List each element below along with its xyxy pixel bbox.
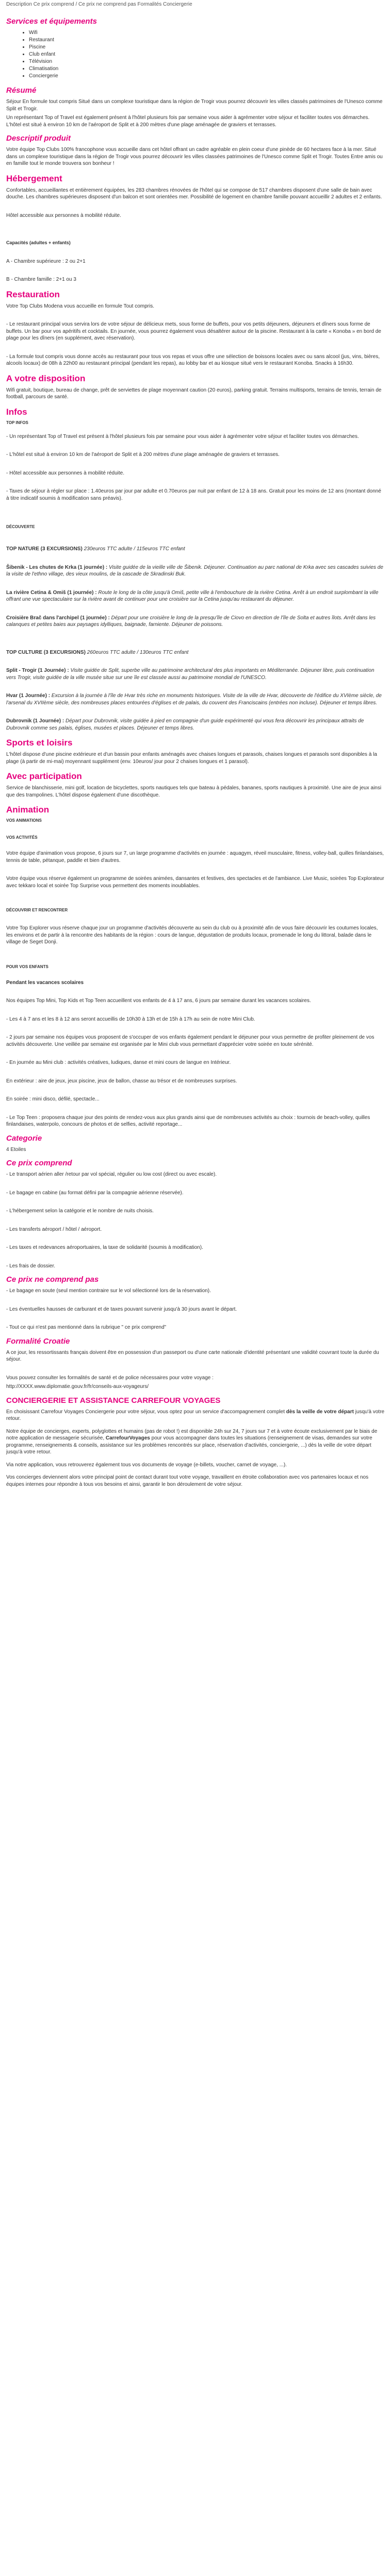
- excursion-title: Croisière Brač dans l'archipel (1 journée) :: [6, 615, 110, 621]
- exclus-item: - Le bagage en soute (seul mention contraire sur le vol sélectionné lors de la réservation).: [6, 1288, 211, 1294]
- kids-text: - Les 4 à 7 ans et les 8 à 12 ans seront accueillis de 10h30 à 13h et de 15h à 17h au sein de notre Mini Club.: [6, 1016, 255, 1022]
- conciergerie-text-c: pour vous accompagner dans toutes les situations (renseignement de visas, demandes sur votre programme, renseignements & conseils, assistance sur les problèmes rencontrés sur place, réservation d'activités, conciergerie, ...) dès la veille de votre départ jusqu'à votre retour.: [6, 1435, 372, 1455]
- participation-title: Avec participation: [6, 771, 82, 781]
- infos-text: - Taxes de séjour à régler sur place : 1.40euros par jour par adulte et 0.70euros par nuit par enfant de 12 à 18 ans. Gratuit pour les moins de 12 ans (montant donné à titre indicatif soumis à modification sans préavis).: [6, 488, 381, 501]
- nature-head: TOP NATURE (3 EXCURSIONS): [6, 546, 83, 552]
- conciergerie-text-c: jusqu'à votre retour.: [6, 1409, 385, 1421]
- service-item: • Club enfant: [29, 51, 385, 58]
- infos-text: - Hôtel accessible aux personnes à mobilité réduite.: [6, 470, 125, 476]
- animation-title: Animation: [6, 805, 50, 815]
- hebergement-text: Hôtel accessible aux personnes à mobilité réduite.: [6, 212, 121, 218]
- excursion-item: [6, 589, 385, 603]
- conciergerie-text: [6, 1428, 385, 1456]
- hebergement-title: Hébergement: [6, 173, 62, 183]
- animation-text: Votre équipe d'animation vous propose, 6 jours sur 7, un large programme d'activités en journée : aquagym, réveil musculaire, fitness, volley-ball, quilles finlandaises, tennis de table, pétanque, paddle et bien d'autres.: [6, 851, 384, 863]
- inclus-title: Ce prix comprend: [6, 1159, 72, 1167]
- capacity-item: B - Chambre famille : 2+1 ou 3: [6, 277, 76, 282]
- discover-meet-label: DÉCOUVRIR ET RENCONTRER: [6, 908, 68, 912]
- excursion-item: [6, 564, 385, 578]
- service-item: • Climatisation: [29, 65, 385, 73]
- service-item: • Conciergerie: [29, 73, 385, 80]
- culture-heading: [6, 649, 385, 656]
- infos-label: TOP INFOS: [6, 420, 28, 425]
- excursion-item: [6, 615, 385, 629]
- conciergerie-text-a: En choisissant Carrefour Voyages Conciergerie pour votre séjour, vous optez pour un service d'accompagnement complet: [6, 1409, 286, 1415]
- inclus-item: - Les taxes et redevances aéroportuaires, la taxe de solidarité (soumis à modification).: [6, 1245, 203, 1250]
- nature-heading: [6, 546, 385, 553]
- kids-label: POUR VOS ENFANTS: [6, 964, 48, 969]
- animation-text: Votre équipe vous réserve également un programme de soirées animées, dansantes et festives, des spectacles et de l'ambiance. Live Music, soirées Top Explorateur avec tekkaro local et soirée Top Surprise vous permettent des moments inoubliables.: [6, 876, 384, 889]
- service-item: • Piscine: [29, 44, 385, 51]
- resume-text: Séjour En formule tout compris Situé dans un complexe touristique dans la région de Trogir vous pourrez découvrir les villes classés patrimoines de l'Unesco comme Split et Trogir.: [6, 99, 383, 112]
- service-item: • Restaurant: [29, 37, 385, 44]
- kids-text: - En journée au Mini club : activités créatives, ludiques, danse et mini cours de langue en Intérieur.: [6, 1060, 231, 1065]
- activities-label: VOS ACTIVITÉS: [6, 835, 38, 840]
- conciergerie-text: [6, 1409, 385, 1422]
- excursion-title: Šibenik - Les chutes de Krka (1 journée) :: [6, 564, 108, 570]
- participation-text: Service de blanchisserie, mini golf, location de bicyclettes, sports nautiques tels que bateau à pédales, bananes, sports nautiques à proximité. Une aire de jeux ainsi que des trampolines. L'hôtel dispose également d'une discothèque.: [6, 785, 382, 798]
- infos-title: Infos: [6, 406, 27, 417]
- services-list: [6, 29, 385, 80]
- breadcrumb: Description Ce prix comprend / Ce prix ne comprend pas Formalités Conciergerie: [6, 2, 192, 7]
- restauration-text: Votre Top Clubs Modena vous accueille en formule Tout compris.: [6, 303, 155, 309]
- exclus-item: - Tout ce qui n'est pas mentionné dans la rubrique " ce prix comprend": [6, 1325, 167, 1330]
- excursion-text: Visite guidée de Split, superbe ville au patrimoine architectural des plus importants en Méditerranée. Déjeuner libre, puis continuation vers Trogir, visite guidée de la ville musée situe sur une île est classée aussi au patrimoine mondial de l'UNESCO.: [6, 668, 374, 681]
- infos-text: - Un représentant Top of Travel est présent à l'hôtel plusieurs fois par semaine pour vous aider à agrémenter votre séjour et faciliter toutes vos démarches.: [6, 433, 359, 439]
- discover-label: DÉCOUVERTE: [6, 524, 35, 529]
- kids-text: Nos équipes Top Mini, Top Kids et Top Teen accueillent vos enfants de 4 à 17 ans, 6 jours par semaine durant les vacances scolaires.: [6, 998, 311, 1004]
- formalites-text: Vous pouvez consulter les formalités de santé et de police nécessaires pour votre voyage :: [6, 1375, 214, 1381]
- culture-price: 260euros TTC adulte / 130euros TTC enfant: [85, 649, 189, 655]
- inclus-item: - L'hébergement selon la catégorie et le nombre de nuits choisis.: [6, 1208, 154, 1214]
- categorie-title: Categorie: [6, 1133, 42, 1143]
- kids-subtitle: Pendant les vacances scolaires: [6, 979, 84, 986]
- formalites-link[interactable]: http://XXXX.www.diplomatie.gouv.fr/fr/conseils-aux-voyageurs/: [6, 1384, 149, 1389]
- excursion-title: Hvar (1 Journée) :: [6, 693, 51, 699]
- excursion-text: Visite guidée de la vieille ville de Šibenik. Déjeuner. Continuation au parc national de Krka avec ses cascades suivies de la visite de l'ethno village, des vieux moulins, de la cascade de Skradinski Buk.: [6, 564, 383, 577]
- kids-text: En extérieur : aire de jeux, jeux piscine, jeux de ballon, chasse au trésor et de nombreuses surprises.: [6, 1078, 237, 1084]
- conciergerie-text-a: Notre équipe de concierges, experts, polyglottes et humains (pas de robot !) est disponible 24h sur 24, 7 jours sur 7 et à votre écoute exclusivement par le biais de notre application de messagerie sécurisée,: [6, 1428, 378, 1441]
- conciergerie-brand: CarrefourVoyages: [105, 1435, 150, 1441]
- descriptif-title: Descriptif produit: [6, 134, 71, 143]
- excursion-item: [6, 718, 385, 732]
- service-item: • Wifi: [29, 29, 385, 37]
- sports-title: Sports et loisirs: [6, 738, 73, 748]
- resume-title: Résumé: [6, 86, 37, 95]
- excursion-title: Dubrovnik (1 Journée) :: [6, 718, 64, 724]
- exclus-title: Ce prix ne comprend pas: [6, 1275, 99, 1284]
- excursion-text: Route le long de la côte jusqu'à Omiš, petite ville à l'embouchure de la rivière Cetina. Arrêt à un endroit surplombant la ville offrant une vue spectaculaire sur la rivière avant de continuer pour une croisière sur la Cetina jusqu'au restaurant du déjeuner.: [6, 589, 379, 602]
- categorie-value: 4 Etoiles: [6, 1146, 26, 1153]
- animation-label: VOS ANIMATIONS: [6, 818, 42, 823]
- conciergerie-text-b: dès la veille de votre départ: [286, 1409, 354, 1415]
- excursion-text: Départ pour Dubrovnik, visite guidée à pied en compagnie d'un guide expérimenté qui vous fera découvrir les principaux attraits de Dubrovnik comme ses palais, églises, musées et places. Déjeuner et temps libres.: [6, 718, 364, 731]
- inclus-item: - Le bagage en cabine (au format défini par la compagnie aérienne réservée).: [6, 1190, 184, 1196]
- excursion-text: Départ pour une croisière le long de la presqu'île de Ciovo en direction de l'île de Solta et autres îlots. Arrêt dans les calanques et petites baies aux paysages idylliques, baignade, farniente. Déjeuner de poissons.: [6, 615, 376, 628]
- excursion-title: Split - Trogir (1 Journée) :: [6, 668, 69, 673]
- excursion-item: [6, 692, 385, 706]
- descriptif-text: Votre équipe Top Clubs 100% francophone vous accueille dans cet hôtel offrant un cadre agréable en plein coeur d'une pinède de 60 hectares face à la mer. Situé dans un complexe touristique dans la région de Trogir vous pourrez découvrir les villes classées patrimoines de l'Unesco comme Split et Trogir. Toutes Entre amis ou en famille tout le monde trouvera son bonheur !: [6, 147, 383, 166]
- hebergement-text: Confortables, accueillantes et entièrement équipées, les 283 chambres rénovées de l'hôtel qui se compose de 517 chambres disposent d'une salle de bain avec douche. Les chambres supérieures disposent d'un balcon et sont orientées mer. Possibilité de logement en chambre famille pouvant accueillir 2 adultes et 2 enfants.: [6, 187, 382, 200]
- inclus-item: - Les transferts aéroport / hôtel / aéroport.: [6, 1226, 102, 1232]
- capacity-item: A - Chambre supérieure : 2 ou 2+1: [6, 258, 86, 264]
- inclus-item: - Les frais de dossier.: [6, 1263, 56, 1269]
- formalites-text: A ce jour, les ressortissants français doivent être en possession d'un passeport ou d'une carte nationale d'identité présentant une validité couvrant toute la durée du séjour.: [6, 1349, 379, 1362]
- excursion-item: [6, 667, 385, 681]
- disposition-title: A votre disposition: [6, 373, 86, 383]
- kids-text: - 2 jours par semaine nos équipes vous proposent de s'occuper de vos enfants également pendant le déjeuner pour vous permettre de profiter pleinement de vos activités découverte. Une veillée par semaine est organisée par le Mini club vous permettant d'apprécier votre soirée en toute sérénité.: [6, 1035, 374, 1047]
- culture-head: TOP CULTURE (3 EXCURSIONS): [6, 649, 86, 655]
- exclus-item: - Les éventuelles hausses de carburant et de taxes pouvant survenir jusqu'à 30 jours avant le départ.: [6, 1306, 237, 1312]
- restauration-text: - Le restaurant principal vous servira lors de votre séjour de délicieux mets, sous forme de buffets, pour vos petits déjeuners, déjeuners et dîners sous forme de buffets. Un bar pour vos apéritifs et cocktails. En journée, vous pourrez également vous désaltérer autour de la piscine. Restaurant à la carte « Konoba » en bord de plage pour les dîners (en supplément, avec réservation).: [6, 321, 381, 341]
- sports-text: L'hôtel dispose d'une piscine extérieure et d'un bassin pour enfants aménagés avec chaises longues et parasols, chaises longues et parasols sont disponibles à la plage (à partir de mi-mai) moyennant supplément (env. 10euros/ jour pour 2 chaises longues et 1 parasol).: [6, 752, 377, 765]
- services-title: Services et équipements: [6, 17, 97, 26]
- infos-text: - L'hôtel est situé à environ 10 km de l'aéroport de Split et à 200 mètres d'une plage aménagée de graviers et terrasses.: [6, 452, 280, 457]
- kids-text: - Le Top Teen : proposera chaque jour des points de rendez-vous aux plus grands ainsi que de nombreuses activités au choix : tournois de beach-volley, quilles finlandaises, waterpolo, concours de photos et de selfies, activité reportage...: [6, 1114, 370, 1127]
- inclus-item: - Le transport aérien aller /retour par vol spécial, régulier ou low cost (direct ou avec escale).: [6, 1172, 217, 1177]
- disposition-text: Wifi gratuit, boutique, bureau de change, prêt de serviettes de plage moyennant caution (20 euros), parking gratuit. Terrains multisports, terrains de tennis, terrain de football, parcours de santé.: [6, 387, 382, 400]
- conciergerie-title: CONCIERGERIE ET ASSISTANCE CARREFOUR VOYAGES: [6, 1396, 221, 1405]
- excursion-title: La rivière Cetina & Omiš (1 journée) :: [6, 589, 97, 596]
- nature-price: 230euros TTC adulte / 115euros TTC enfant: [82, 546, 185, 552]
- resume-text: Un représentant Top of Travel est également présent à l'hôtel plusieurs fois par semaine vous aider à agrémenter votre séjour et faciliter toutes vos démarches. L'hôtel est situé à environ 10 km de l'aéroport de Split et à 200 mètres d'une plage aménagée de graviers et terrasses.: [6, 115, 370, 128]
- formalites-title: Formalité Croatie: [6, 1336, 70, 1346]
- conciergerie-text: Via notre application, vous retrouverez également tous vos documents de voyage (e-billets, voucher, carnet de voyage, ...).: [6, 1462, 287, 1468]
- animation-text: Votre Top Explorer vous réserve chaque jour un programme d'activités découverte au sein du club ou à proximité afin de vous faire découvrir les coutumes locales, les environs et de partir à la rencontre des habitants de la région : cours de langue, dégustation de produits locaux, promenade le long du littoral, balade dans le village de Seget Donji.: [6, 925, 378, 945]
- conciergerie-text: Vos concierges deviennent alors votre principal point de contact durant tout votre voyage, travaillent en étroite collaboration avec vos partenaires locaux et nos équipes internes pour répondre à tous vos besoins et ainsi, garantir le bon déroulement de votre séjour.: [6, 1475, 369, 1487]
- restauration-title: Restauration: [6, 289, 60, 299]
- capacity-label: Capacités (adultes + enfants): [6, 240, 71, 245]
- service-item: • Télévision: [29, 58, 385, 65]
- excursion-text: Excursion à la journée à l'île de Hvar très riche en monuments historiques. Visite de la ville de Hvar, découverte de l'édifice du XVIème siècle, de l'arsenal du XVIIème siècle, des nombreuses places entourées d'églises et de palais, du couvent des Franciscains (entrées non incluse). Déjeuner et temps libres.: [6, 693, 382, 706]
- restauration-text: - La formule tout compris vous donne accès au restaurant pour tous vos repas et vous offre une sélection de boissons locales avec ou sans alcool (jus, vins, bières, alcools locaux) de 08h à 22h00 au restaurant principal (pendant les repas), au lobby bar et au kiosque situé vers le restaurant Konoba. Snacks à 16h30.: [6, 353, 380, 366]
- kids-text: En soirée : mini disco, défilé, spectacle...: [6, 1096, 100, 1102]
